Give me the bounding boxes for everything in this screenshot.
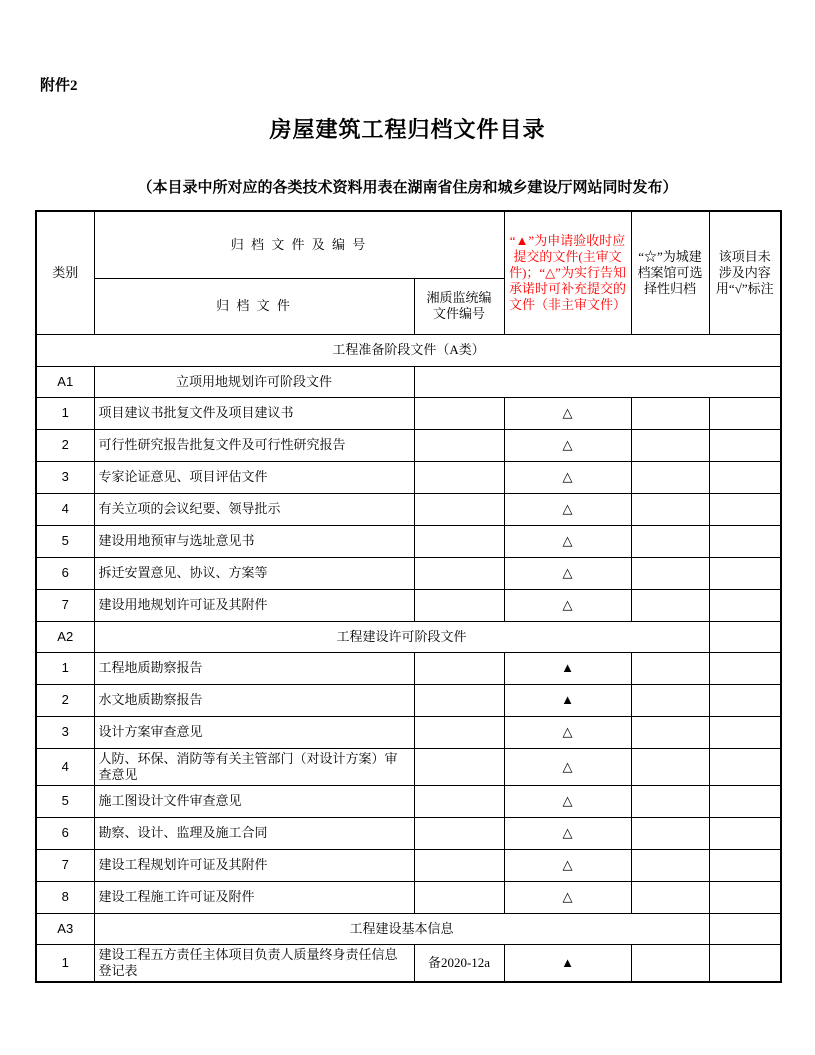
table-row (36, 525, 781, 557)
item-label-cell: 水文地质勘察报告 (94, 684, 414, 716)
item-check-cell (709, 785, 781, 817)
item-check-cell (709, 493, 781, 525)
item-mark-cell: △ (504, 849, 631, 881)
group-code-cell: A2 (36, 621, 94, 652)
item-star-cell (631, 397, 709, 429)
item-label-cell: 建设工程施工许可证及附件 (94, 881, 414, 913)
group-empty-cell (414, 366, 781, 397)
item-number-cell: 1 (36, 944, 94, 982)
item-check-cell (709, 461, 781, 493)
item-star-cell (631, 849, 709, 881)
item-check-cell (709, 589, 781, 621)
item-mark-cell: △ (504, 461, 631, 493)
item-check-cell (709, 817, 781, 849)
table-row (36, 716, 781, 748)
group-check-cell (709, 621, 781, 652)
item-code-cell (414, 881, 504, 913)
table-row (36, 817, 781, 849)
item-mark-cell: ▲ (504, 652, 631, 684)
table-row (36, 881, 781, 913)
item-mark-cell: △ (504, 557, 631, 589)
page-title: 房屋建筑工程归档文件目录 (269, 117, 546, 142)
group-row (36, 621, 781, 652)
table-row (36, 684, 781, 716)
item-label-cell: 建设工程五方责任主体项目负责人质量终身责任信息登记表 (94, 944, 414, 982)
item-label-cell: 可行性研究报告批复文件及可行性研究报告 (94, 429, 414, 461)
item-star-cell (631, 944, 709, 982)
item-check-cell (709, 849, 781, 881)
item-number-cell: 7 (36, 589, 94, 621)
item-star-cell (631, 817, 709, 849)
item-check-cell (709, 748, 781, 785)
header-file-and-number-cell: 归 档 文 件 及 编 号 (94, 211, 504, 278)
item-number-cell: 7 (36, 849, 94, 881)
item-label-cell: 人防、环保、消防等有关主管部门（对设计方案）审查意见 (94, 748, 414, 785)
table-row (36, 493, 781, 525)
item-star-cell (631, 785, 709, 817)
item-mark-cell: △ (504, 525, 631, 557)
item-code-cell (414, 493, 504, 525)
item-mark-cell: △ (504, 429, 631, 461)
item-label-cell: 建设用地规划许可证及其附件 (94, 589, 414, 621)
item-code-cell: 备2020-12a (414, 944, 504, 982)
item-label-cell: 勘察、设计、监理及施工合同 (94, 817, 414, 849)
item-number-cell: 6 (36, 817, 94, 849)
item-mark-cell: ▲ (504, 684, 631, 716)
header-legend-triangle-cell: “▲”为申请验收时应提交的文件(主审文件)；“△”为实行告知承诺时可补充提交的文件（非主审文件） (504, 211, 631, 334)
item-mark-cell: △ (504, 817, 631, 849)
phase-section-label: 工程准备阶段文件（A类） (36, 334, 781, 366)
item-star-cell (631, 716, 709, 748)
table-row (36, 589, 781, 621)
table-row (36, 557, 781, 589)
table-row (36, 849, 781, 881)
group-row (36, 913, 781, 944)
item-label-cell: 有关立项的会议纪要、领导批示 (94, 493, 414, 525)
item-check-cell (709, 557, 781, 589)
item-check-cell (709, 397, 781, 429)
item-code-cell (414, 652, 504, 684)
item-number-cell: 3 (36, 716, 94, 748)
catalog-table-body (36, 334, 781, 982)
item-code-cell (414, 716, 504, 748)
item-number-cell: 4 (36, 493, 94, 525)
item-label-cell: 施工图设计文件审查意见 (94, 785, 414, 817)
item-code-cell (414, 461, 504, 493)
item-code-cell (414, 849, 504, 881)
item-star-cell (631, 461, 709, 493)
item-star-cell (631, 684, 709, 716)
item-number-cell: 2 (36, 684, 94, 716)
attachment-label: 附件2 (40, 78, 78, 94)
item-star-cell (631, 652, 709, 684)
item-star-cell (631, 881, 709, 913)
group-check-cell (709, 913, 781, 944)
item-check-cell (709, 684, 781, 716)
item-label-cell: 建设用地预审与选址意见书 (94, 525, 414, 557)
group-label-cell: 工程建设基本信息 (94, 913, 709, 944)
header-number-cell (414, 278, 504, 334)
table-header-row-1 (36, 211, 781, 278)
group-label-cell: 立项用地规划许可阶段文件 (94, 366, 414, 397)
item-number-cell: 4 (36, 748, 94, 785)
item-star-cell (631, 429, 709, 461)
item-code-cell (414, 525, 504, 557)
table-row (36, 748, 781, 785)
item-check-cell (709, 944, 781, 982)
item-code-cell (414, 397, 504, 429)
item-number-cell: 5 (36, 525, 94, 557)
header-legend-check-cell: 该项目未涉及内容用“√”标注 (709, 211, 781, 334)
group-label-cell: 工程建设许可阶段文件 (94, 621, 709, 652)
item-mark-cell: △ (504, 785, 631, 817)
item-code-cell (414, 429, 504, 461)
item-code-cell (414, 785, 504, 817)
item-star-cell (631, 493, 709, 525)
item-check-cell (709, 652, 781, 684)
item-number-cell: 2 (36, 429, 94, 461)
item-mark-cell: △ (504, 748, 631, 785)
page-subtitle: （本目录中所对应的各类技术资料用表在湖南省住房和城乡建设厅网站同时发布） (137, 180, 678, 196)
group-code-cell: A1 (36, 366, 94, 397)
item-code-cell (414, 817, 504, 849)
item-check-cell (709, 716, 781, 748)
table-row (36, 785, 781, 817)
table-row (36, 461, 781, 493)
header-number-line1: 湘质监统编 (426, 290, 492, 305)
group-row (36, 366, 781, 397)
header-legend-star-cell: “☆”为城建档案馆可选择性归档 (631, 211, 709, 334)
table-row (36, 397, 781, 429)
group-code-cell: A3 (36, 913, 94, 944)
item-check-cell (709, 525, 781, 557)
item-label-cell: 工程地质勘察报告 (94, 652, 414, 684)
item-code-cell (414, 589, 504, 621)
item-code-cell (414, 684, 504, 716)
item-mark-cell: △ (504, 881, 631, 913)
item-star-cell (631, 557, 709, 589)
item-number-cell: 5 (36, 785, 94, 817)
item-mark-cell: △ (504, 493, 631, 525)
item-label-cell: 拆迁安置意见、协议、方案等 (94, 557, 414, 589)
item-number-cell: 6 (36, 557, 94, 589)
item-label-cell: 专家论证意见、项目评估文件 (94, 461, 414, 493)
item-mark-cell: △ (504, 589, 631, 621)
phase-section-row (36, 334, 781, 366)
item-label-cell: 设计方案审查意见 (94, 716, 414, 748)
header-file-cell: 归 档 文 件 (94, 278, 414, 334)
item-code-cell (414, 748, 504, 785)
item-number-cell: 8 (36, 881, 94, 913)
item-number-cell: 1 (36, 652, 94, 684)
table-row (36, 944, 781, 982)
item-number-cell: 1 (36, 397, 94, 429)
item-star-cell (631, 525, 709, 557)
item-check-cell (709, 881, 781, 913)
item-check-cell (709, 429, 781, 461)
header-number-line2: 文件编号 (433, 306, 486, 321)
table-row (36, 429, 781, 461)
table-row (36, 652, 781, 684)
item-label-cell: 项目建议书批复文件及项目建议书 (94, 397, 414, 429)
item-mark-cell: △ (504, 716, 631, 748)
catalog-table (35, 210, 782, 983)
item-label-cell: 建设工程规划许可证及其附件 (94, 849, 414, 881)
header-category-cell: 类别 (36, 211, 94, 334)
item-number-cell: 3 (36, 461, 94, 493)
item-code-cell (414, 557, 504, 589)
item-star-cell (631, 748, 709, 785)
item-mark-cell: ▲ (504, 944, 631, 982)
item-star-cell (631, 589, 709, 621)
item-mark-cell: △ (504, 397, 631, 429)
